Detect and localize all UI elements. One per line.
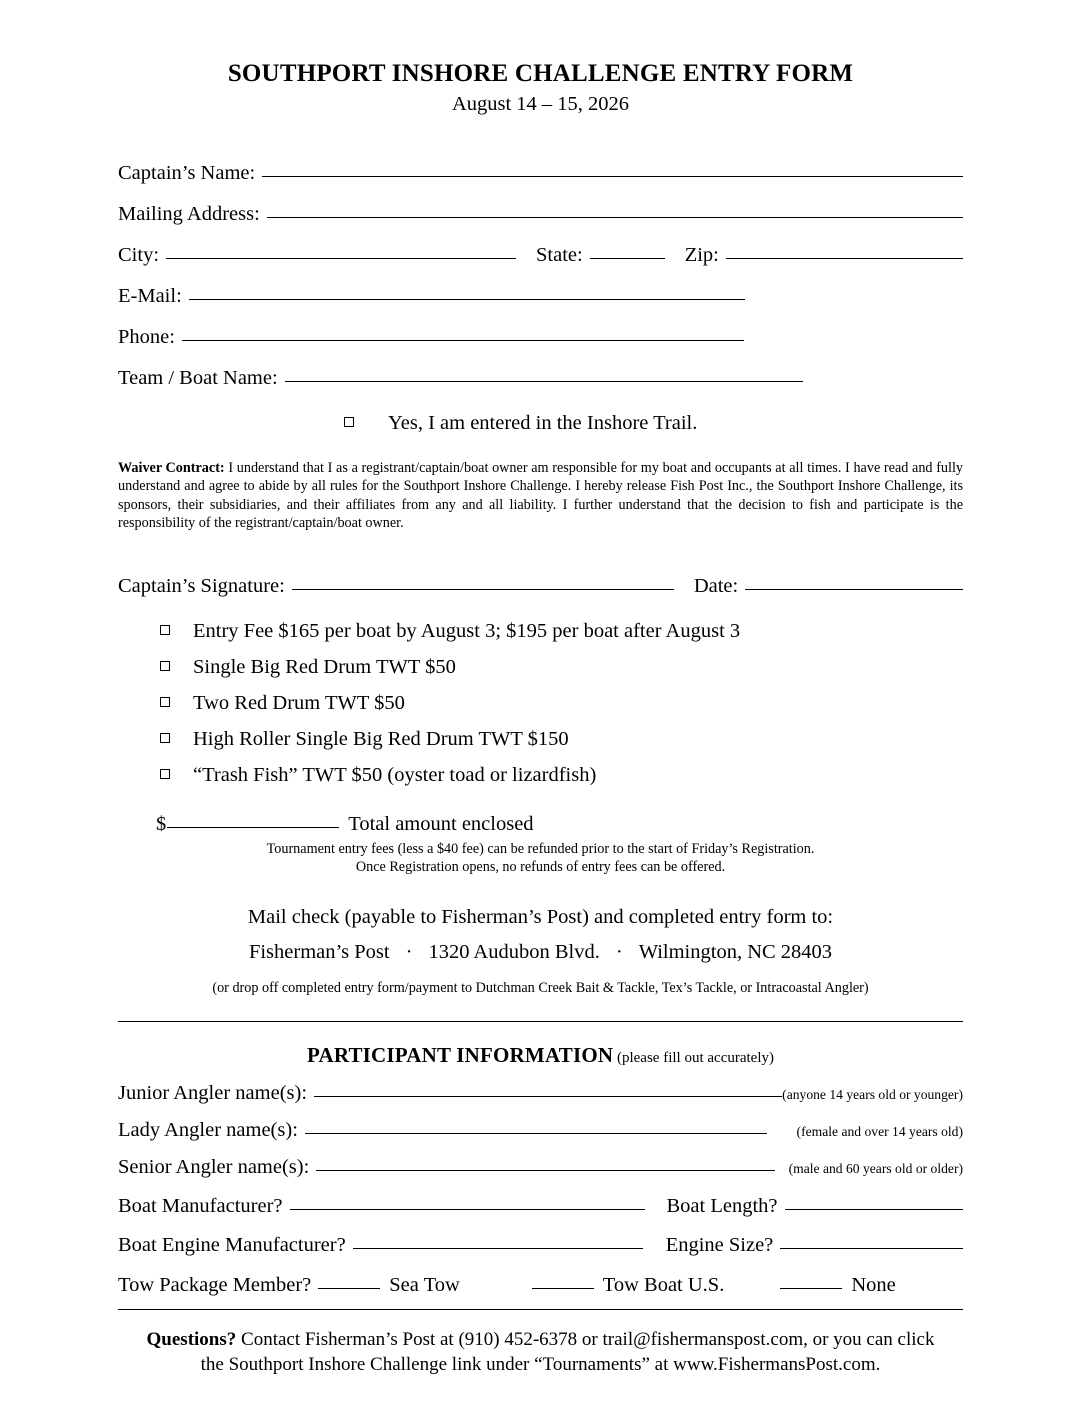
sea-tow-checkbox-input[interactable]: [318, 1288, 380, 1289]
questions-heading: Questions?: [146, 1329, 237, 1351]
senior-angler-input[interactable]: [316, 1170, 774, 1171]
lady-angler-label: Lady Angler name(s):: [118, 1119, 298, 1142]
fee-option-label: Entry Fee $165 per boat by August 3; $195 per boat after August 3: [193, 619, 741, 642]
fee-option-label: Two Red Drum TWT $50: [193, 691, 405, 714]
senior-angler-row: [118, 1156, 963, 1179]
dropoff-note: (or drop off completed entry form/payment to Dutchman Creek Bait & Tackle, Tex’s Tackle, or Intracoastal Angler): [212, 980, 869, 997]
captain-name-input[interactable]: [262, 176, 963, 177]
email-label: E-Mail:: [118, 284, 182, 307]
team-boat-row: [118, 367, 963, 390]
phone-label: Phone:: [118, 325, 175, 348]
junior-angler-label: Junior Angler name(s):: [118, 1082, 308, 1105]
signature-date-input[interactable]: [745, 589, 963, 590]
tow-package-row: [118, 1274, 963, 1297]
team-boat-label: Team / Boat Name:: [118, 366, 278, 389]
mail-address: [118, 941, 963, 964]
page-title: SOUTHPORT INSHORE CHALLENGE ENTRY FORM: [227, 60, 854, 87]
tow-package-label: Tow Package Member?: [118, 1274, 312, 1297]
section-divider: [118, 1309, 963, 1310]
participant-heading: PARTICIPANT INFORMATION: [307, 1043, 614, 1068]
address-separator: ·: [615, 941, 623, 964]
total-amount-input[interactable]: [167, 827, 339, 828]
waiver-body: I understand that I as a registrant/captain/boat owner am responsible for my boat and occupants at all times. I have read and fully understand and agree to abide by all rules for the Southport Inshore Challenge. I hereby release Fish Post Inc., the Southport Inshore Challenge, its sponsors, their subsidiaries, and their affiliates from any and all liability. I further understand that the decision to fish and participate is the responsibility of the registrant/captain/boat owner.: [118, 459, 963, 532]
engine-size-input[interactable]: [780, 1248, 963, 1249]
mail-citystatezip: Wilmington, NC 28403: [638, 941, 833, 964]
senior-angler-label: Senior Angler name(s):: [118, 1156, 310, 1179]
junior-angler-row: [118, 1082, 963, 1105]
checkbox-icon[interactable]: [160, 625, 170, 635]
captain-name-row: [118, 162, 963, 185]
junior-angler-note: (anyone 14 years old or younger): [782, 1087, 963, 1103]
fee-option[interactable]: [118, 656, 963, 679]
waiver-contract: [118, 459, 963, 533]
boat-length-input[interactable]: [785, 1209, 963, 1210]
engine-size-label: Engine Size?: [665, 1234, 774, 1257]
city-input[interactable]: [166, 258, 516, 259]
fee-option[interactable]: [118, 620, 963, 643]
page-content: [118, 0, 963, 1378]
mailing-address-input[interactable]: [267, 217, 963, 218]
boat-manufacturer-row: [118, 1195, 963, 1218]
email-input[interactable]: [189, 299, 745, 300]
checkbox-icon[interactable]: [160, 769, 170, 779]
participant-heading-note: (please fill out accurately): [613, 1050, 774, 1067]
boat-engine-row: [118, 1234, 963, 1257]
fee-option[interactable]: [118, 692, 963, 715]
sea-tow-label: Sea Tow: [389, 1274, 460, 1297]
city-label: City:: [118, 243, 160, 266]
boat-engine-input[interactable]: [353, 1248, 643, 1249]
mail-street: 1320 Audubon Blvd.: [428, 941, 600, 964]
participant-section-title: [118, 1043, 963, 1068]
signature-row: [118, 575, 963, 598]
refund-policy-line2: Once Registration opens, no refunds of entry fees can be offered.: [355, 859, 726, 876]
phone-input[interactable]: [182, 340, 744, 341]
senior-angler-note: (male and 60 years old or older): [788, 1161, 963, 1177]
fee-options-list: [118, 620, 963, 787]
mailing-address-label: Mailing Address:: [118, 202, 260, 225]
lady-angler-row: [118, 1119, 963, 1142]
none-label: None: [851, 1274, 896, 1297]
inshore-trail-row[interactable]: [118, 412, 963, 435]
boat-length-label: Boat Length?: [666, 1195, 778, 1218]
junior-angler-input[interactable]: [314, 1096, 782, 1097]
captain-name-label: Captain’s Name:: [118, 161, 256, 184]
phone-row: [118, 326, 963, 349]
boat-manufacturer-input[interactable]: [290, 1209, 645, 1210]
email-row: [118, 285, 963, 308]
total-amount-label: Total amount enclosed: [348, 812, 534, 835]
refund-policy-line1: Tournament entry fees (less a $40 fee) can be refunded prior to the start of Friday’s Registration.: [266, 840, 815, 857]
fee-option[interactable]: [118, 728, 963, 751]
state-input[interactable]: [590, 258, 665, 259]
address-separator: ·: [405, 941, 413, 964]
fee-option-label: High Roller Single Big Red Drum TWT $150: [193, 727, 569, 750]
fee-option[interactable]: [118, 764, 963, 787]
checkbox-icon[interactable]: [160, 733, 170, 743]
total-amount-row: [118, 813, 963, 836]
captain-signature-input[interactable]: [292, 589, 674, 590]
refund-policy: [118, 840, 963, 877]
lady-angler-input[interactable]: [305, 1133, 767, 1134]
questions-line2: the Southport Inshore Challenge link under “Tournaments” at www.FishermansPost.com.: [200, 1354, 881, 1376]
team-boat-input[interactable]: [285, 381, 803, 382]
tow-boat-us-checkbox-input[interactable]: [532, 1288, 594, 1289]
mailing-address-row: [118, 203, 963, 226]
lady-angler-note: (female and over 14 years old): [796, 1124, 963, 1140]
dollar-sign: $: [156, 812, 167, 835]
mail-org: Fisherman’s Post: [248, 941, 390, 964]
boat-manufacturer-label: Boat Manufacturer?: [118, 1195, 283, 1218]
checkbox-icon[interactable]: [160, 661, 170, 671]
inshore-trail-label: Yes, I am entered in the Inshore Trail.: [388, 411, 698, 434]
checkbox-icon[interactable]: [344, 417, 354, 427]
captain-signature-label: Captain’s Signature:: [118, 574, 285, 597]
signature-date-label: Date:: [693, 574, 739, 597]
state-label: State:: [536, 243, 583, 266]
event-date: August 14 – 15, 2026: [451, 92, 630, 115]
tow-boat-us-label: Tow Boat U.S.: [602, 1274, 725, 1297]
zip-label: Zip:: [684, 243, 719, 266]
fee-option-label: “Trash Fish” TWT $50 (oyster toad or lizardfish): [193, 763, 597, 786]
mail-instructions: Mail check (payable to Fisherman’s Post) and completed entry form to:: [247, 906, 834, 929]
none-checkbox-input[interactable]: [780, 1288, 842, 1289]
city-state-zip-row: [118, 244, 963, 267]
boat-engine-label: Boat Engine Manufacturer?: [118, 1234, 346, 1257]
section-divider: [118, 1021, 963, 1022]
questions-line1: Contact Fisherman’s Post at (910) 452-6378 or trail@fishermanspost.com, or you can click: [236, 1329, 935, 1351]
questions-footer: [118, 1328, 963, 1377]
checkbox-icon[interactable]: [160, 697, 170, 707]
zip-input[interactable]: [726, 258, 963, 259]
fee-option-label: Single Big Red Drum TWT $50: [193, 655, 456, 678]
waiver-heading: Waiver Contract:: [118, 459, 225, 476]
